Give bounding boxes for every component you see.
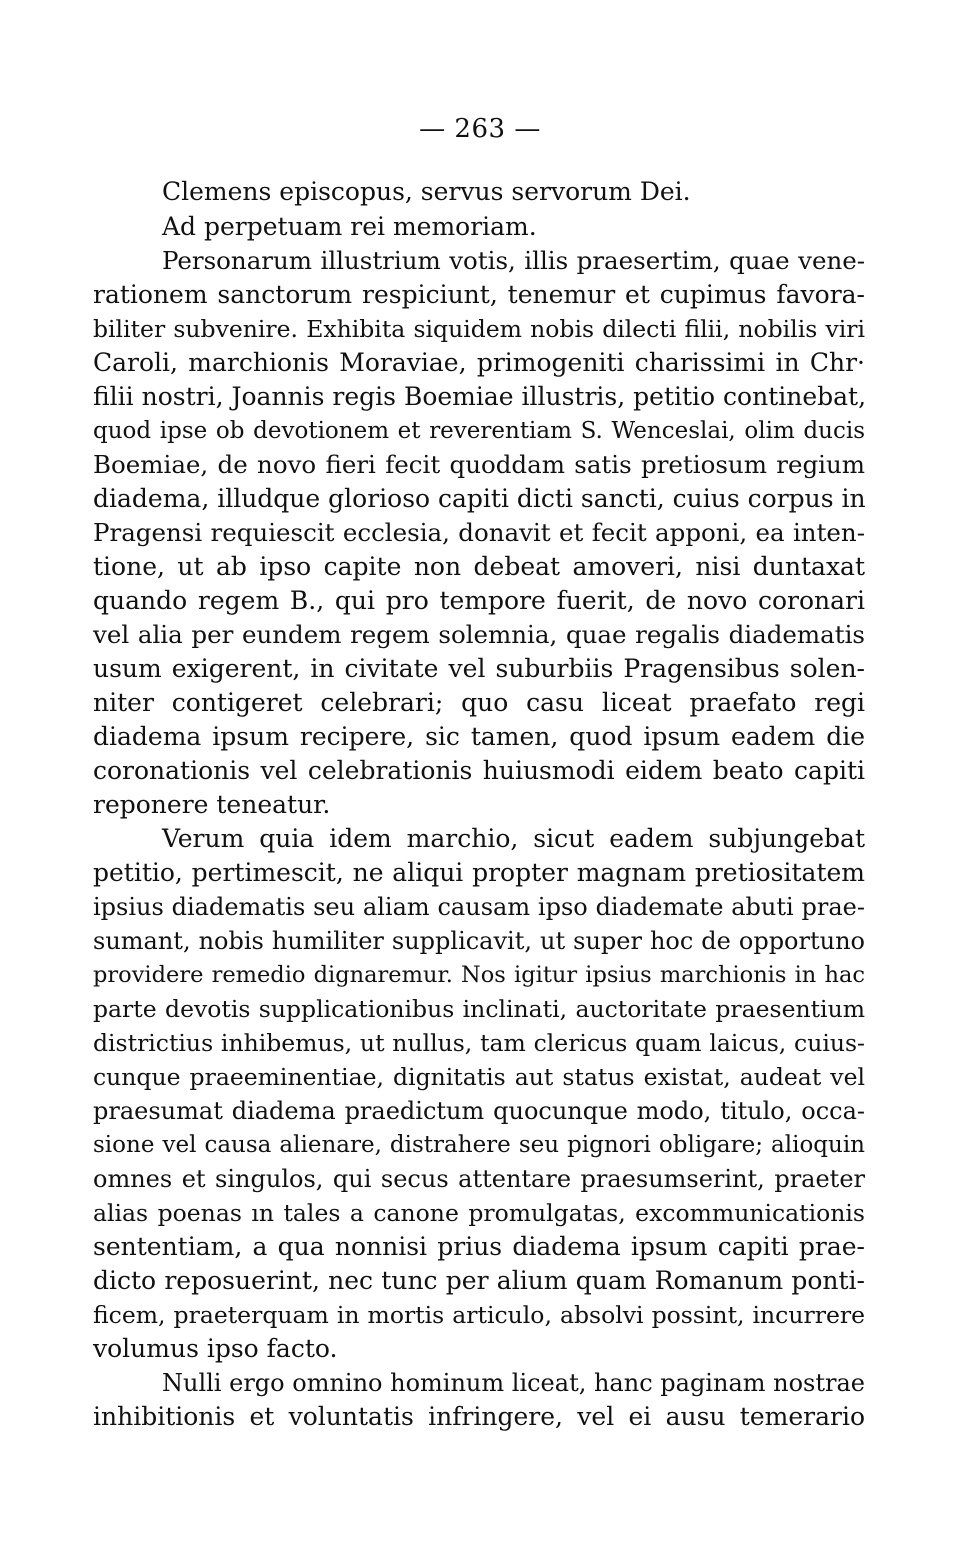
text-line: ipsius diadematis seu aliam causam ipso diademate abuti prae- [93,893,865,921]
text-line: parte devotis supplicationibus inclinati, auctoritate praesentium [93,995,865,1023]
text-line: niter contigeret celebrari; quo casu liceat praefato regi [93,688,865,717]
text-line: Verum quia idem marchio, sicut eadem subjungebat [162,824,865,853]
text-line: volumus ipso facto. [93,1334,338,1363]
text-line: rationem sanctorum respiciunt, tenemur et cupimus favora- [93,280,865,309]
text-line: sumant, nobis humiliter supplicavit, ut super hoc de opportuno [93,927,865,955]
text-line: ficem, praeterquam in mortis articulo, absolvi possint, incurrere [93,1301,865,1329]
text-line: vel alia per eundem regem solemnia, quae regalis diadematis [93,620,865,649]
text-line: sententiam, a qua nonnisi prius diadema ipsum capiti prae- [93,1232,865,1261]
text-line: sione vel causa alienare, distrahere seu pignori obligare; alioquin [93,1132,865,1158]
text-line: diadema, illudque glorioso capiti dicti sancti, cuius corpus in [93,484,866,513]
text-line: filii nostri, Joannis regis Boemiae illustris, petitio continebat, [93,382,867,411]
text-line: praesumat diadema praedictum quocunque modo, titulo, occa- [93,1097,865,1125]
text-line: providere remedio dignaremur. Nos igitur ipsius marchionis in hac [93,962,865,988]
text-line: diadema ipsum recipere, sic tamen, quod ipsum eadem die [93,722,865,751]
text-line: Boemiae, de novo fieri fecit quoddam satis pretiosum regium [93,450,865,479]
text-line: Nulli ergo omnino hominum liceat, hanc paginam nostrae [162,1369,865,1397]
text-line: quando regem B., qui pro tempore fuerit, de novo coronari [93,586,865,615]
text-line: petitio, pertimescit, ne aliqui propter magnam pretiositatem [93,858,865,887]
text-line: districtius inhibemus, ut nullus, tam clericus quam laicus, cuius- [93,1029,865,1057]
text-line: usum exigerent, in civitate vel suburbiis Pragensibus solen- [93,654,865,683]
text-line: omnes et singulos, qui secus attentare praesumserint, praeter [93,1165,865,1193]
text-line: quod ipse ob devotionem et reverentiam S. Wenceslai, olim ducis [93,418,865,444]
text-line: coronationis vel celebrationis huiusmodi eidem beato capiti [93,756,865,785]
text-line: Caroli, marchionis Moraviae, primogeniti charissimi in Chr· [93,348,865,377]
text-line: reponere teneatur. [93,790,331,819]
text-line: dicto reposuerint, nec tunc per alium quam Romanum ponti- [93,1266,865,1295]
text-line: inhibitionis et voluntatis infringere, vel ei ausu temerario [93,1402,865,1431]
page-number: — 263 — [419,114,541,144]
text-line: Clemens episcopus, servus servorum Dei. [162,177,691,206]
text-line: biliter subvenire. Exhibita siquidem nobis dilecti filii, nobilis viri [93,315,865,343]
text-line: Pragensi requiescit ecclesia, donavit et fecit apponi, ea inten- [93,518,865,547]
text-line: alias poenas ın tales a canone promulgatas, excommunicationis [93,1199,865,1227]
text-line: Personarum illustrium votis, illis praesertim, quae vene- [162,246,865,275]
text-line: Ad perpetuam rei memoriam. [162,212,537,241]
text-line: tione, ut ab ipso capite non debeat amoveri, nisi duntaxat [93,552,865,581]
text-line: cunque praeeminentiae, dignitatis aut status existat, audeat vel [93,1063,865,1091]
